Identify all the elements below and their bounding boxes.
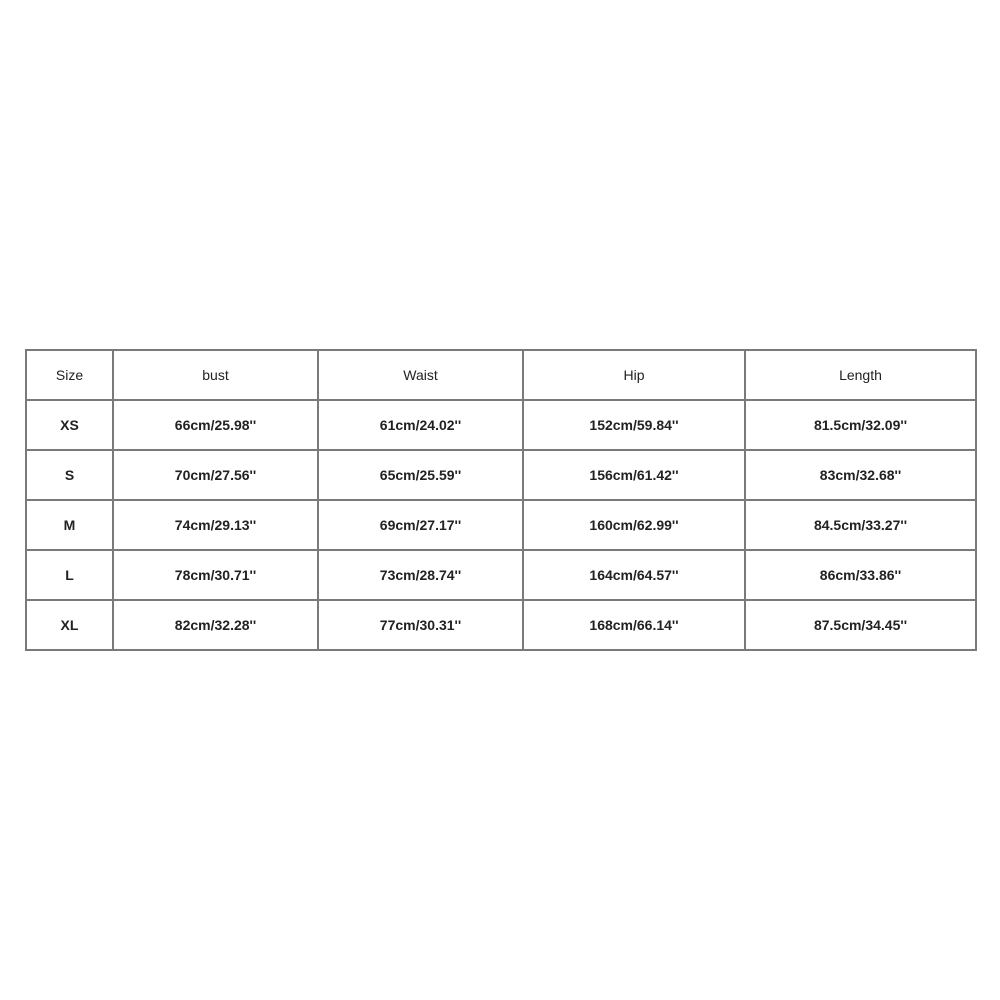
- bust-cell: 66cm/25.98'': [113, 400, 318, 450]
- size-cell: XS: [26, 400, 113, 450]
- hip-cell: 160cm/62.99'': [523, 500, 745, 550]
- size-cell: L: [26, 550, 113, 600]
- length-cell: 87.5cm/34.45'': [745, 600, 976, 650]
- table-row: [26, 600, 976, 650]
- size-cell: S: [26, 450, 113, 500]
- bust-cell: 70cm/27.56'': [113, 450, 318, 500]
- bust-cell: 82cm/32.28'': [113, 600, 318, 650]
- hip-cell: 168cm/66.14'': [523, 600, 745, 650]
- table-row: [26, 550, 976, 600]
- waist-cell: 77cm/30.31'': [318, 600, 523, 650]
- length-cell: 83cm/32.68'': [745, 450, 976, 500]
- header-bust: bust: [113, 350, 318, 400]
- header-hip: Hip: [523, 350, 745, 400]
- bust-cell: 78cm/30.71'': [113, 550, 318, 600]
- table-header-row: [26, 350, 976, 400]
- hip-cell: 164cm/64.57'': [523, 550, 745, 600]
- table-row: [26, 450, 976, 500]
- length-cell: 86cm/33.86'': [745, 550, 976, 600]
- hip-cell: 156cm/61.42'': [523, 450, 745, 500]
- size-chart-table: [25, 349, 977, 651]
- size-cell: XL: [26, 600, 113, 650]
- waist-cell: 69cm/27.17'': [318, 500, 523, 550]
- header-size: Size: [26, 350, 113, 400]
- length-cell: 81.5cm/32.09'': [745, 400, 976, 450]
- length-cell: 84.5cm/33.27'': [745, 500, 976, 550]
- hip-cell: 152cm/59.84'': [523, 400, 745, 450]
- waist-cell: 65cm/25.59'': [318, 450, 523, 500]
- size-cell: M: [26, 500, 113, 550]
- table-row: [26, 500, 976, 550]
- header-waist: Waist: [318, 350, 523, 400]
- bust-cell: 74cm/29.13'': [113, 500, 318, 550]
- header-length: Length: [745, 350, 976, 400]
- table-row: [26, 400, 976, 450]
- waist-cell: 61cm/24.02'': [318, 400, 523, 450]
- waist-cell: 73cm/28.74'': [318, 550, 523, 600]
